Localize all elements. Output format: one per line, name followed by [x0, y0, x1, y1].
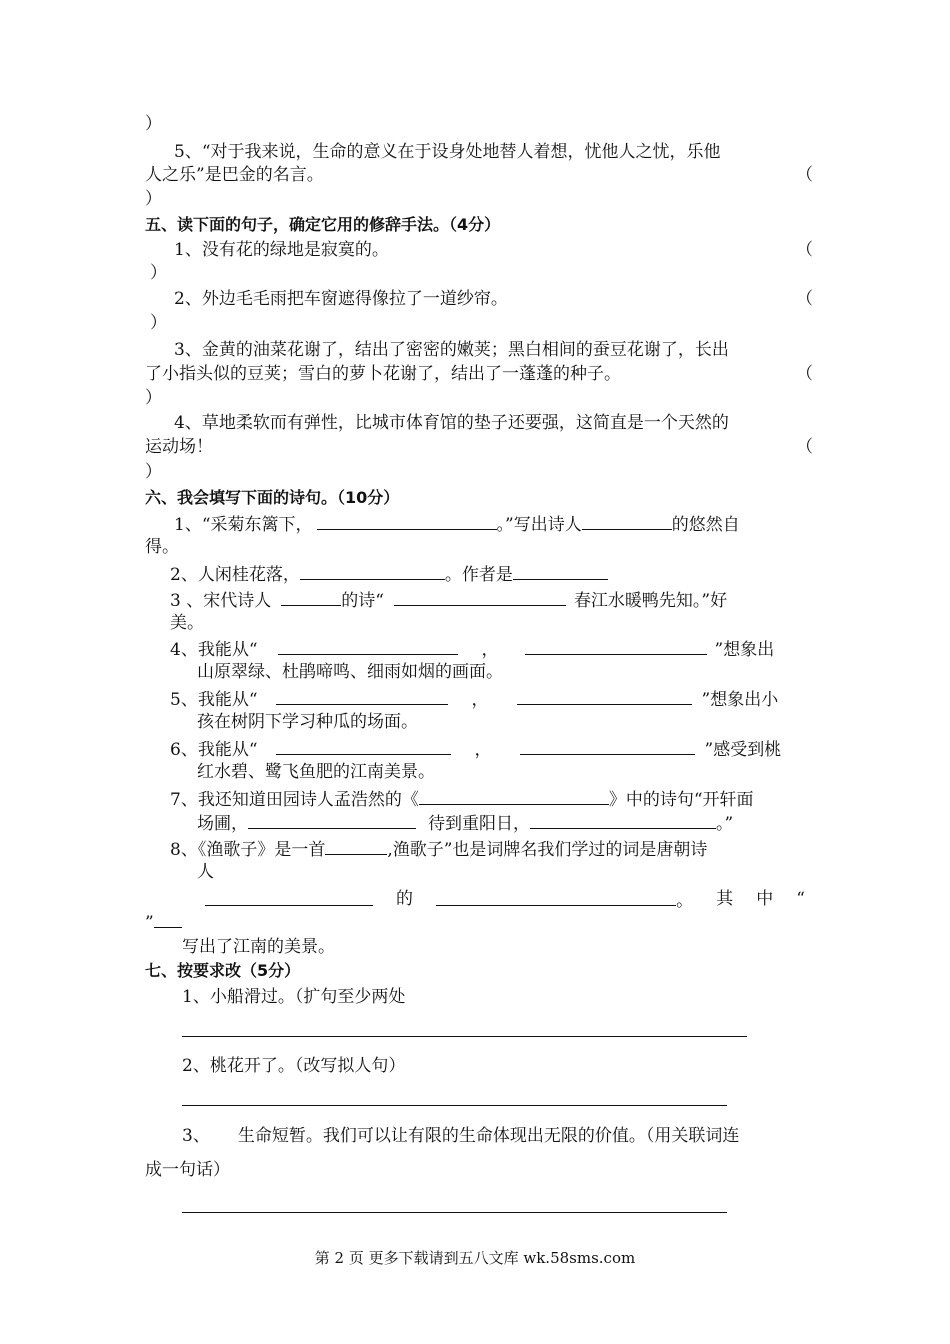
q5-1: 1、没有花的绿地是寂寞的。 — [174, 240, 389, 260]
section-7-heading: 七、按要求改（5分） — [145, 961, 301, 980]
answer-blank[interactable] — [154, 909, 182, 928]
q7-1: 1、小船滑过。（扩句至少两处 — [182, 987, 406, 1007]
answer-blank[interactable] — [248, 810, 416, 829]
q6-2 — [170, 561, 608, 587]
q6-7-text-e: 。” — [716, 814, 734, 834]
q6-8 — [170, 836, 707, 862]
answer-line[interactable] — [182, 1105, 727, 1106]
answer-blank[interactable] — [525, 636, 707, 655]
q6-6-text-a: 6、我能从“ — [170, 740, 258, 760]
q6-1-text-b: 。”写出诗人 — [496, 515, 582, 535]
answer-blank[interactable] — [317, 511, 497, 530]
q6-8-text-i: ” — [145, 913, 154, 933]
q7-3-line2: 成一句话） — [145, 1160, 230, 1180]
answer-blank[interactable] — [276, 686, 448, 705]
open-paren: （ — [796, 165, 813, 185]
answer-blank[interactable] — [520, 736, 695, 755]
q6-5-line2: 孩在树阴下学习种瓜的场面。 — [197, 712, 418, 732]
section-5-heading: 五、读下面的句子，确定它用的修辞手法。（4分） — [145, 215, 501, 234]
answer-blank[interactable] — [278, 636, 458, 655]
q6-7-text-a: 7、我还知道田园诗人孟浩然的《 — [170, 790, 419, 810]
q6-8-text-h: “ — [796, 889, 805, 909]
q5-4-line2: 运动场！ — [145, 437, 213, 457]
q6-8-text-a: 8、《渔歌子》是一首 — [170, 840, 326, 860]
q6-4-text-a: 4、我能从“ — [170, 640, 258, 660]
q6-8-line2: 人 — [197, 862, 214, 882]
q6-1-text-a: 1、“采菊东篱下， — [174, 515, 313, 535]
q4-5-line1: 5、“对于我来说，生命的意义在于设身处地替人着想，忧他人之忧，乐他 — [174, 142, 721, 162]
q6-6-text-c: ”感受到桃 — [704, 740, 782, 760]
q6-1-text-c: 的悠然自 — [671, 515, 740, 535]
q6-3-line2: 美。 — [170, 613, 204, 633]
open-paren: （ — [796, 289, 813, 309]
close-paren: ） — [150, 313, 167, 333]
answer-blank[interactable] — [325, 836, 387, 855]
comma: ， — [474, 740, 492, 760]
comma: ， — [481, 640, 499, 660]
answer-line[interactable] — [182, 1036, 747, 1037]
answer-blank[interactable] — [276, 736, 451, 755]
page-footer: 第 2 页 更多下载请到五八文库 wk.58sms.com — [314, 1249, 636, 1267]
q7-2: 2、桃花开了。（改写拟人句） — [182, 1056, 406, 1076]
q6-6 — [170, 736, 781, 762]
q6-8-line4 — [145, 909, 182, 935]
q6-3-text-a: 3 、宋代诗人 — [170, 591, 272, 611]
q5-2: 2、外边毛毛雨把车窗遮得像拉了一道纱帘。 — [174, 289, 508, 309]
answer-blank[interactable] — [582, 511, 672, 530]
q6-7 — [170, 786, 754, 812]
q6-7-text-b: 》中的诗句“开轩面 — [608, 790, 754, 810]
answer-blank[interactable] — [300, 561, 445, 580]
close-paren: ） — [150, 263, 167, 283]
close-paren: ） — [145, 462, 162, 482]
q6-7-text-c: 场圃， — [197, 814, 248, 834]
q7-3-text: 生命短暂。我们可以让有限的生命体现出无限的价值。（用关联词连 — [237, 1126, 740, 1146]
q5-4-line1: 4、草地柔软而有弹性，比城市体育馆的垫子还要强，这简直是一个天然的 — [174, 413, 729, 433]
q6-2-text-b: 。作者是 — [444, 565, 513, 585]
q6-8-text-d: 的 — [396, 889, 414, 909]
q7-3-line1 — [182, 1124, 739, 1148]
q6-8-text-g: 中 — [756, 889, 774, 909]
answer-blank[interactable] — [513, 561, 608, 580]
open-paren: （ — [796, 437, 813, 457]
close-paren: ） — [145, 189, 162, 209]
open-paren: （ — [796, 364, 813, 384]
q6-8-text-b: ,渔歌子”也是词牌名我们学过的词是唐朝诗 — [387, 840, 708, 860]
q6-3-text-c: 春江水暖鸭先知。”好 — [573, 591, 728, 611]
comma: ， — [471, 690, 489, 710]
q6-7-line2 — [197, 810, 733, 836]
answer-blank[interactable] — [530, 810, 716, 829]
q6-4 — [170, 636, 774, 662]
answer-blank[interactable] — [281, 587, 341, 606]
section-6-heading: 六、我会填写下面的诗句。（10分） — [145, 488, 400, 507]
q6-5-text-c: ”想象出小 — [701, 690, 779, 710]
q6-4-text-c: ”想象出 — [714, 640, 775, 660]
q6-3-text-b: 的诗“ — [341, 591, 384, 611]
q6-1-line2: 得。 — [145, 537, 179, 557]
q6-5 — [170, 686, 778, 712]
close-paren: ） — [145, 388, 162, 408]
q6-8-line5: 写出了江南的美景。 — [182, 937, 335, 957]
q6-1 — [174, 511, 740, 537]
answer-blank[interactable] — [517, 686, 692, 705]
answer-line[interactable] — [182, 1212, 727, 1213]
open-paren: （ — [796, 240, 813, 260]
q7-3-number: 3、 — [182, 1126, 210, 1146]
q6-8-line3 — [205, 887, 805, 913]
q6-2-text-a: 2、人闲桂花落， — [170, 565, 300, 585]
q6-4-line2: 山原翠绿、杜鹃啼鸣、细雨如烟的画面。 — [197, 662, 503, 682]
q6-8-text-e: 。 — [676, 891, 694, 911]
q5-3-line1: 3、金黄的油菜花谢了，结出了密密的嫩荚；黑白相间的蚕豆花谢了，长出 — [174, 340, 729, 360]
q5-3-line2: 了小指头似的豆荚；雪白的萝卜花谢了，结出了一蓬蓬的种子。 — [145, 364, 621, 384]
answer-blank[interactable] — [436, 887, 676, 906]
answer-blank[interactable] — [394, 587, 566, 606]
q6-6-line2: 红水碧、鹭飞鱼肥的江南美景。 — [197, 762, 435, 782]
q6-7-text-d: 待到重阳日， — [428, 814, 530, 834]
answer-blank[interactable] — [205, 887, 373, 906]
q6-3 — [170, 587, 727, 613]
q6-8-text-f: 其 — [716, 889, 734, 909]
q4-5-line2: 人之乐”是巴金的名言。 — [145, 165, 324, 185]
answer-blank[interactable] — [419, 786, 609, 805]
close-paren: ） — [145, 114, 162, 134]
q6-5-text-a: 5、我能从“ — [170, 690, 258, 710]
